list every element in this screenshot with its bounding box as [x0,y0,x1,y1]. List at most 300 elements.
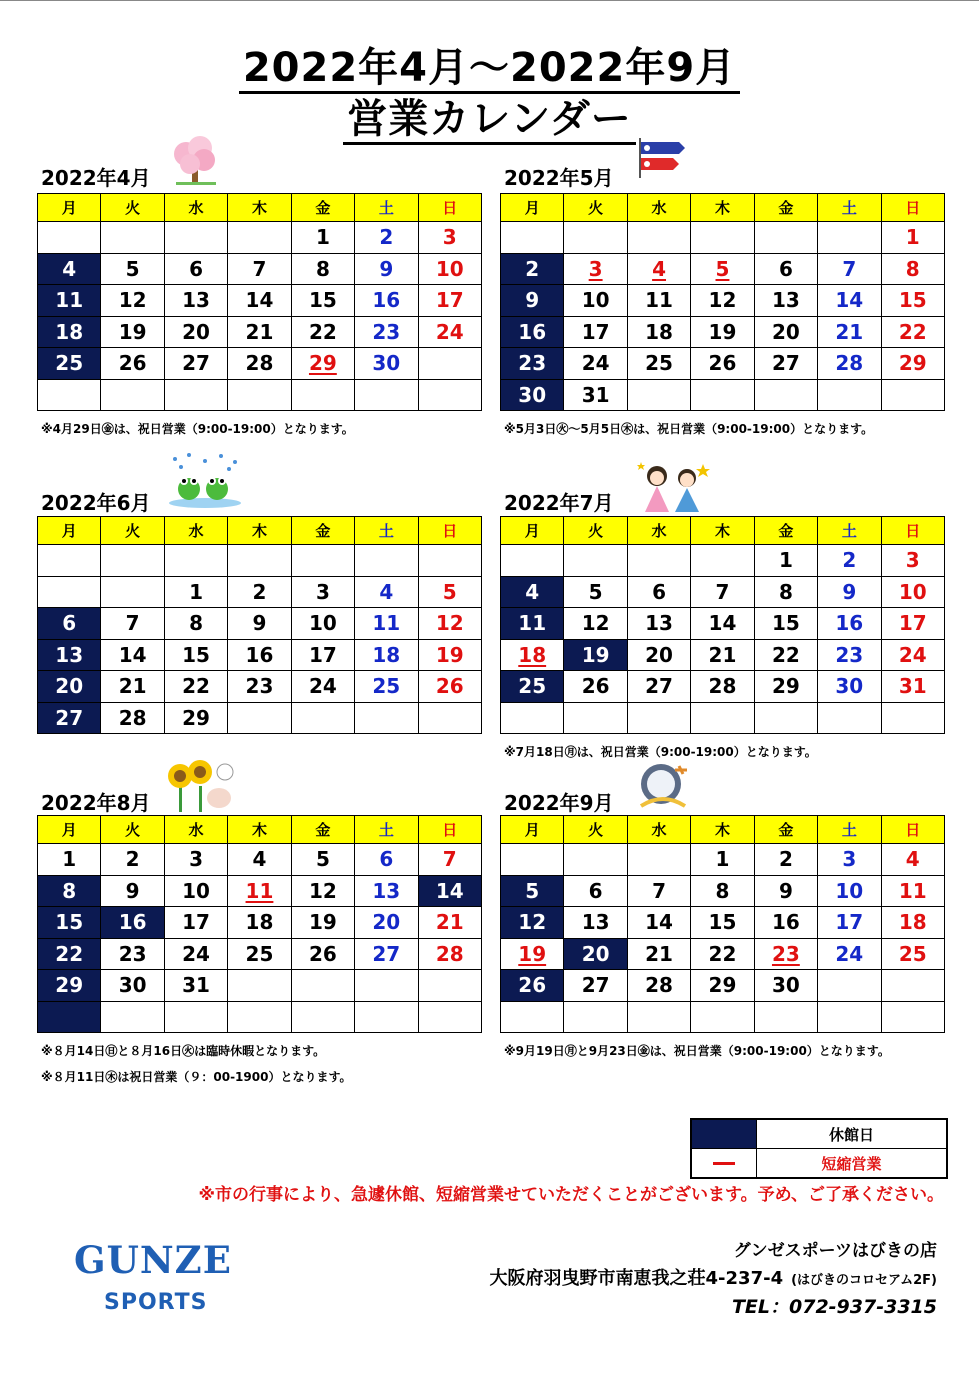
shop-tel: TEL：072-937-3315 [731,1296,937,1318]
week-row [501,1001,945,1033]
week-row [501,379,945,411]
day-cell: 20 [38,671,101,703]
day-cell: 17 [164,907,227,939]
day-cell: 20 [754,316,817,348]
day-cell: 9 [355,253,418,285]
month-label: 2022年5月 [504,166,614,190]
weekday-header: 金 [291,194,354,222]
day-cell: 12 [291,875,354,907]
day-cell: 8 [291,253,354,285]
day-cell: 1 [164,576,227,608]
weekday-header: 土 [355,816,418,844]
empty-cell [627,222,690,254]
legend-closed-label: 休館日 [828,1125,874,1144]
day-cell: 18 [627,316,690,348]
empty-cell [164,379,227,411]
month-note: ※８月11日㊍は祝日営業（９：00-1900）となります。 [41,1069,352,1084]
day-cell: 3 [881,545,944,577]
month-label: 2022年8月 [41,791,151,815]
week-row [38,671,482,703]
weekday-header: 木 [228,517,291,545]
empty-cell [38,222,101,254]
day-cell: 28 [418,938,481,970]
month-note: ※８月14日㊐と８月16日㊋は臨時休暇となります。 [41,1043,326,1058]
empty-cell [501,844,564,876]
day-cell: 18 [881,907,944,939]
day-cell: 8 [38,875,101,907]
empty-cell [291,1001,354,1033]
week-row [38,970,482,1002]
day-cell: 2 [355,222,418,254]
day-cell: 5 [418,576,481,608]
day-cell: 8 [754,576,817,608]
day-cell: 19 [291,907,354,939]
legend-short-label: 短縮営業 [821,1154,882,1173]
empty-cell [164,545,227,577]
day-cell: 23 [101,938,164,970]
day-cell: 25 [355,671,418,703]
sunflowers-icon [165,758,237,818]
cherry-blossom-icon [170,134,220,190]
day-cell: 12 [564,608,627,640]
week-row [38,1001,482,1033]
gunze-logo: GUNZE [74,1238,232,1282]
empty-cell [101,1001,164,1033]
day-cell: 28 [691,671,754,703]
day-cell: 27 [38,702,101,734]
empty-cell [291,970,354,1002]
empty-cell [418,1001,481,1033]
day-cell: 15 [164,639,227,671]
day-cell: 7 [101,608,164,640]
day-cell: 10 [418,253,481,285]
day-cell: 11 [501,608,564,640]
empty-cell [228,379,291,411]
empty-cell [38,545,101,577]
weekday-header: 火 [101,517,164,545]
moon-viewing-icon [635,762,691,816]
day-cell: 6 [38,608,101,640]
day-cell: 19 [501,938,564,970]
day-cell: 14 [818,285,881,317]
day-cell: 26 [101,348,164,380]
day-cell: 18 [501,639,564,671]
empty-cell [355,1001,418,1033]
week-row [38,285,482,317]
day-cell: 22 [691,938,754,970]
day-cell: 23 [355,316,418,348]
weekday-header: 水 [627,816,690,844]
day-cell: 17 [291,639,354,671]
empty-cell [355,379,418,411]
empty-cell [691,222,754,254]
day-cell: 17 [564,316,627,348]
empty-cell [38,379,101,411]
day-cell: 16 [818,608,881,640]
day-cell: 21 [818,316,881,348]
empty-cell [754,222,817,254]
empty-cell [38,1001,101,1033]
week-row [501,348,945,380]
weekday-header-row [38,194,482,222]
weekday-header: 月 [38,194,101,222]
day-cell: 3 [164,844,227,876]
empty-cell [564,222,627,254]
day-cell: 13 [164,285,227,317]
day-cell: 25 [228,938,291,970]
day-cell: 9 [501,285,564,317]
day-cell: 3 [291,576,354,608]
day-cell: 22 [291,316,354,348]
day-cell: 2 [818,545,881,577]
weekday-header: 月 [38,517,101,545]
day-cell: 27 [164,348,227,380]
empty-cell [355,702,418,734]
empty-cell [691,379,754,411]
day-cell: 4 [881,844,944,876]
day-cell: 13 [38,639,101,671]
day-cell: 1 [691,844,754,876]
month-note: ※7月18日㊊は、祝日営業（9:00-19:00）となります。 [504,744,817,759]
week-row [501,608,945,640]
week-row [501,253,945,285]
empty-cell [228,702,291,734]
weekday-header: 土 [818,194,881,222]
day-cell: 25 [627,348,690,380]
day-cell: 24 [164,938,227,970]
week-row [501,702,945,734]
empty-cell [754,379,817,411]
weekday-header: 金 [291,517,354,545]
weekday-header: 日 [418,517,481,545]
day-cell: 6 [164,253,227,285]
day-cell: 31 [164,970,227,1002]
day-cell: 25 [881,938,944,970]
week-row [38,608,482,640]
empty-cell [818,1001,881,1033]
week-row [38,316,482,348]
day-cell: 19 [691,316,754,348]
week-row [38,907,482,939]
week-row [501,285,945,317]
week-row [501,576,945,608]
empty-cell [627,702,690,734]
day-cell: 8 [691,875,754,907]
day-cell: 29 [291,348,354,380]
month-label: 2022年6月 [41,491,151,515]
day-cell: 23 [818,639,881,671]
day-cell: 4 [627,253,690,285]
empty-cell [627,545,690,577]
day-cell: 2 [228,576,291,608]
day-cell: 7 [228,253,291,285]
shop-name: グンゼスポーツはびきの店 [733,1241,937,1261]
day-cell: 9 [101,875,164,907]
weekday-header: 木 [228,194,291,222]
day-cell: 27 [564,970,627,1002]
day-cell: 7 [691,576,754,608]
day-cell: 4 [355,576,418,608]
weekday-header: 金 [754,517,817,545]
day-cell: 17 [418,285,481,317]
empty-cell [754,702,817,734]
weekday-header: 月 [501,816,564,844]
day-cell: 30 [355,348,418,380]
closed-swatch [692,1120,757,1148]
weekday-header: 木 [691,194,754,222]
day-cell: 24 [291,671,354,703]
day-cell: 4 [38,253,101,285]
day-cell: 31 [564,379,627,411]
day-cell: 21 [228,316,291,348]
week-row [501,222,945,254]
day-cell: 8 [881,253,944,285]
day-cell: 14 [691,608,754,640]
top-border [0,0,979,1]
legend [690,1118,948,1179]
day-cell: 22 [881,316,944,348]
weekday-header: 金 [291,816,354,844]
day-cell: 15 [754,608,817,640]
day-cell: 9 [818,576,881,608]
day-cell: 15 [691,907,754,939]
day-cell: 28 [101,702,164,734]
day-cell: 16 [501,316,564,348]
day-cell: 11 [38,285,101,317]
day-cell: 12 [691,285,754,317]
weekday-header: 日 [881,816,944,844]
week-row [501,970,945,1002]
week-row [38,545,482,577]
day-cell: 18 [38,316,101,348]
day-cell: 28 [818,348,881,380]
weekday-header: 火 [101,194,164,222]
day-cell: 19 [101,316,164,348]
day-cell: 2 [754,844,817,876]
empty-cell [881,1001,944,1033]
day-cell: 24 [564,348,627,380]
day-cell: 5 [291,844,354,876]
weekday-header: 水 [627,194,690,222]
day-cell: 9 [228,608,291,640]
day-cell: 23 [501,348,564,380]
day-cell: 21 [101,671,164,703]
day-cell: 29 [38,970,101,1002]
calendar-table [500,815,945,1033]
day-cell: 7 [627,875,690,907]
day-cell: 30 [101,970,164,1002]
day-cell: 29 [881,348,944,380]
weekday-header-row [38,517,482,545]
day-cell: 27 [627,671,690,703]
day-cell: 14 [101,639,164,671]
page-subtitle: 営業カレンダー [0,96,979,142]
day-cell: 2 [501,253,564,285]
weekday-header: 日 [418,194,481,222]
day-cell: 20 [164,316,227,348]
weekday-header: 土 [355,517,418,545]
day-cell: 22 [38,938,101,970]
weekday-header: 火 [101,816,164,844]
day-cell: 8 [164,608,227,640]
empty-cell [228,970,291,1002]
empty-cell [418,348,481,380]
day-cell: 4 [228,844,291,876]
empty-cell [818,702,881,734]
day-cell: 11 [228,875,291,907]
empty-cell [164,222,227,254]
day-cell: 30 [754,970,817,1002]
day-cell: 10 [818,875,881,907]
day-cell: 14 [228,285,291,317]
notice: ※市の行事により、急遽休館、短縮営業せていただくことがございます。予め、ご了承ください。 [198,1185,944,1205]
day-cell: 30 [501,379,564,411]
weekday-header-row [501,194,945,222]
day-cell: 19 [564,639,627,671]
empty-cell [627,844,690,876]
short-hours-swatch [692,1149,757,1177]
empty-cell [501,545,564,577]
weekday-header: 月 [38,816,101,844]
week-row [38,222,482,254]
day-cell: 7 [418,844,481,876]
month-note: ※5月3日㊋～5月5日㊍は、祝日営業（9:00-19:00）となります。 [504,421,874,436]
day-cell: 13 [355,875,418,907]
calendar-table [500,516,945,734]
empty-cell [818,379,881,411]
calendar-table [37,193,482,411]
week-row [501,545,945,577]
empty-cell [101,545,164,577]
day-cell: 12 [501,907,564,939]
day-cell: 23 [754,938,817,970]
day-cell: 20 [355,907,418,939]
day-cell: 10 [881,576,944,608]
empty-cell [291,545,354,577]
day-cell: 6 [754,253,817,285]
day-cell: 6 [355,844,418,876]
day-cell: 31 [881,671,944,703]
empty-cell [627,1001,690,1033]
week-row [38,702,482,734]
day-cell: 2 [101,844,164,876]
weekday-header: 火 [564,194,627,222]
day-cell: 10 [291,608,354,640]
day-cell: 13 [627,608,690,640]
day-cell: 1 [754,545,817,577]
day-cell: 15 [881,285,944,317]
month-note: ※4月29日㊎は、祝日営業（9:00-19:00）となります。 [41,421,354,436]
day-cell: 29 [754,671,817,703]
month-label: 2022年7月 [504,491,614,515]
day-cell: 25 [38,348,101,380]
week-row [501,639,945,671]
day-cell: 21 [418,907,481,939]
weekday-header: 月 [501,194,564,222]
empty-cell [355,545,418,577]
weekday-header: 水 [627,517,690,545]
empty-cell [501,1001,564,1033]
carp-streamer-icon [635,138,687,182]
empty-cell [228,1001,291,1033]
empty-cell [564,844,627,876]
day-cell: 10 [164,875,227,907]
month-note: ※9月19日㊊と9月23日㊎は、祝日営業（9:00-19:00）となります。 [504,1043,890,1058]
day-cell: 10 [564,285,627,317]
empty-cell [818,222,881,254]
week-row [501,316,945,348]
empty-cell [38,576,101,608]
week-row [501,671,945,703]
weekday-header: 土 [818,517,881,545]
day-cell: 26 [691,348,754,380]
empty-cell [881,379,944,411]
empty-cell [164,1001,227,1033]
weekday-header: 火 [564,517,627,545]
day-cell: 28 [228,348,291,380]
day-cell: 22 [164,671,227,703]
day-cell: 1 [881,222,944,254]
empty-cell [691,1001,754,1033]
day-cell: 25 [501,671,564,703]
frogs-in-rain-icon [165,453,245,513]
empty-cell [691,702,754,734]
weekday-header: 火 [564,816,627,844]
day-cell: 9 [754,875,817,907]
day-cell: 13 [754,285,817,317]
day-cell: 28 [627,970,690,1002]
empty-cell [881,970,944,1002]
day-cell: 18 [228,907,291,939]
weekday-header: 日 [881,517,944,545]
day-cell: 24 [418,316,481,348]
day-cell: 29 [164,702,227,734]
day-cell: 3 [818,844,881,876]
empty-cell [564,702,627,734]
week-row [38,844,482,876]
day-cell: 27 [754,348,817,380]
day-cell: 17 [818,907,881,939]
day-cell: 26 [291,938,354,970]
empty-cell [564,1001,627,1033]
week-row [501,844,945,876]
weekday-header: 金 [754,194,817,222]
empty-cell [418,970,481,1002]
day-cell: 13 [564,907,627,939]
week-row [38,379,482,411]
empty-cell [418,545,481,577]
weekday-header: 日 [881,194,944,222]
day-cell: 3 [418,222,481,254]
empty-cell [501,702,564,734]
day-cell: 27 [355,938,418,970]
weekday-header: 土 [355,194,418,222]
shop-address: 大阪府羽曳野市南恵我之荘4-237-4 (はびきのコロセアム2F) [489,1268,937,1289]
empty-cell [881,702,944,734]
day-cell: 16 [754,907,817,939]
day-cell: 11 [881,875,944,907]
day-cell: 29 [691,970,754,1002]
day-cell: 11 [627,285,690,317]
page-title: 2022年4月～2022年9月 [0,44,979,92]
calendar-table [37,815,482,1033]
day-cell: 20 [564,938,627,970]
day-cell: 23 [228,671,291,703]
day-cell: 5 [691,253,754,285]
day-cell: 24 [881,639,944,671]
weekday-header: 金 [754,816,817,844]
weekday-header: 水 [164,194,227,222]
